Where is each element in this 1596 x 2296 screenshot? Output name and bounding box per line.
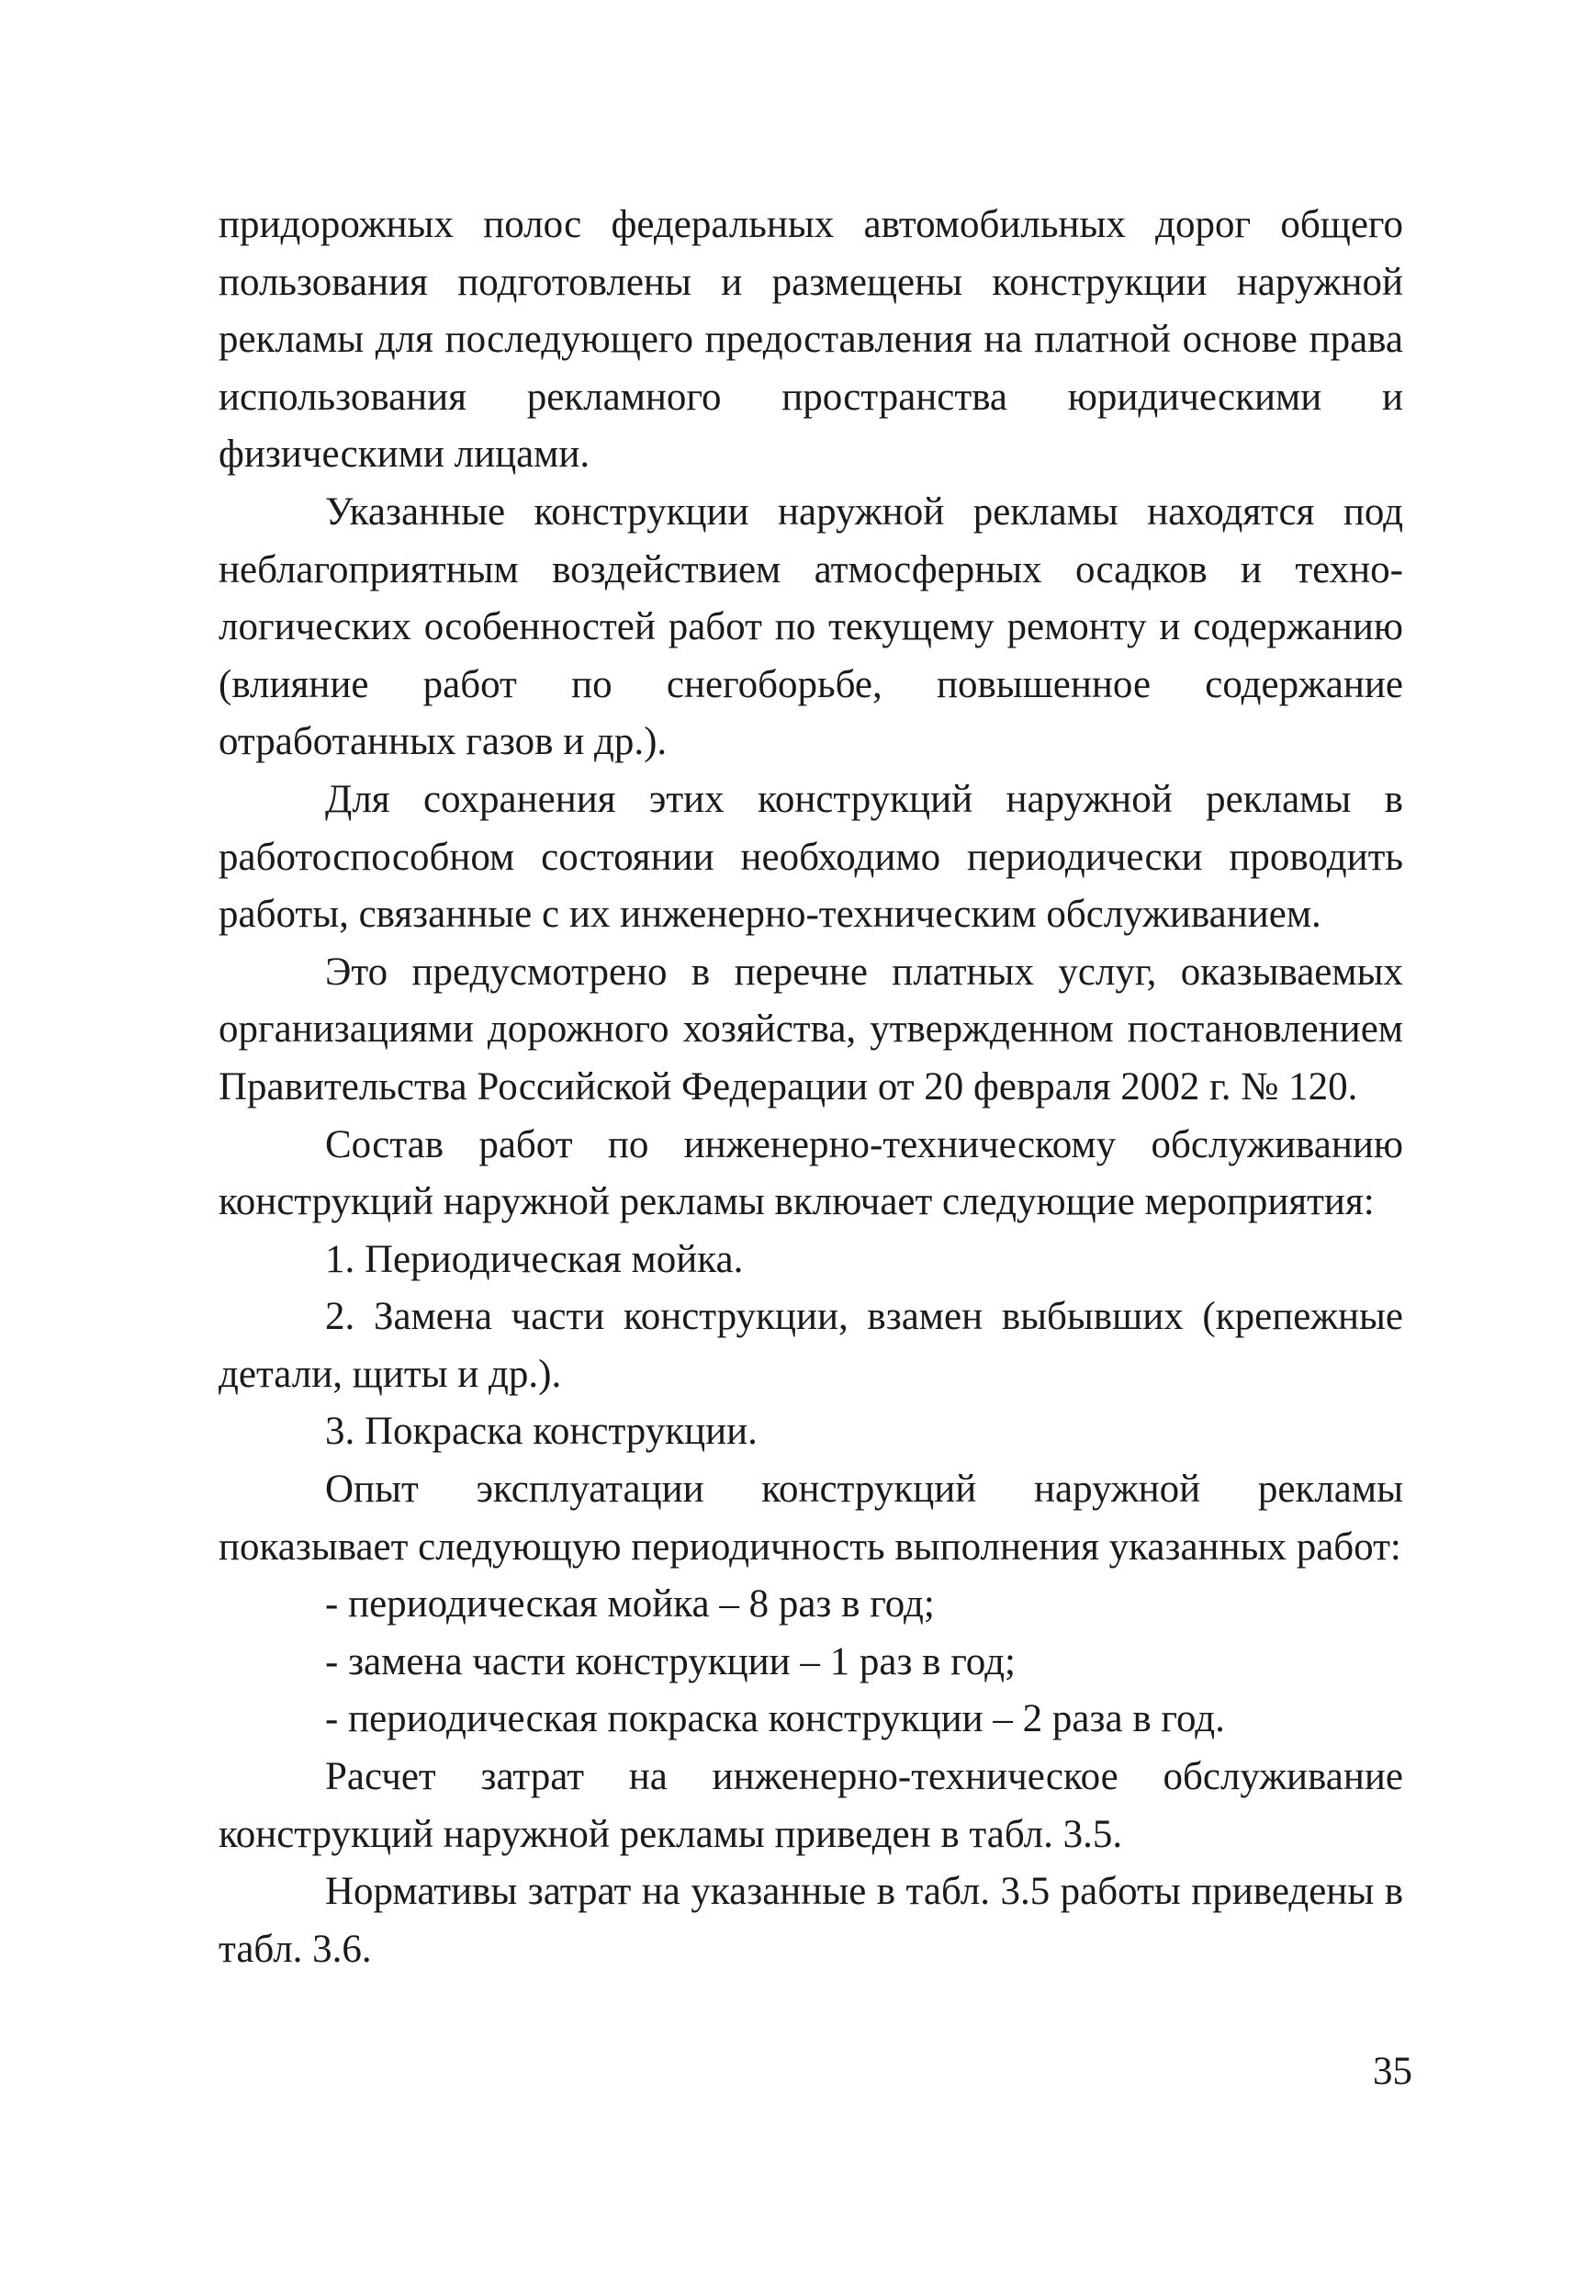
paragraph-maintenance-need: Для сохранения этих конструкций наружной рекламы в работоспособном состоянии необходимо периодически проводить работы, связанные с их инженерно-техническим обслуживанием. xyxy=(219,777,1403,937)
paragraph-weather-impact: Указанные конструкции наружной рекламы находятся под неблагоприятным воздействием атмосферных осадков и техно-логических особенностей работ по текущему ремонту и содержанию (влияние работ по снегоборьбе, повышенное содержание отработанных газов и др.). xyxy=(219,490,1403,764)
paragraph-operating-experience: Опыт эксплуатации конструкций наружной рекламы показывает следующую периодичность выполнения указанных работ: xyxy=(219,1468,1403,1569)
frequency-replacement: - замена части конструкции – 1 раз в год; xyxy=(325,1639,1016,1683)
list-item-painting: 3. Покраска конструкции. xyxy=(325,1410,758,1454)
paragraph-roadside-strips: придорожных полос федеральных автомобильных дорог общего пользования подготовлены и размещены конструкции наружной рекламы для последующего предоставления на платной основе права использования рекламного пространства юридическими и физическими лицами. xyxy=(219,203,1403,477)
list-item-washing: 1. Периодическая мойка. xyxy=(325,1237,744,1281)
list-item-replacement: 2. Замена части конструкции, взамен выбывших (крепежные детали, щиты и др.). xyxy=(219,1295,1403,1396)
paragraph-cost-norms: Нормативы затрат на указанные в табл. 3.5 работы приведены в табл. 3.6. xyxy=(219,1870,1403,1971)
body-text xyxy=(219,197,1403,1978)
frequency-painting: - периодическая покраска конструкции – 2 раза в год. xyxy=(325,1697,1225,1741)
paragraph-cost-calculation: Расчет затрат на инженерно-техническое обслуживание конструкций наружной рекламы приведен в табл. 3.5. xyxy=(219,1755,1403,1856)
paragraph-paid-services: Это предусмотрено в перечне платных услуг, оказываемых организациями дорожного хозяйства, утвержденном постановлением Правительства Российской Федерации от 20 февраля 2002 г. № 120. xyxy=(219,950,1403,1109)
paragraph-works-composition: Состав работ по инженерно-техническому обслуживанию конструкций наружной рекламы включает следующие мероприятия: xyxy=(219,1122,1403,1224)
page-number: 35 xyxy=(1373,2050,1412,2093)
frequency-washing: - периодическая мойка – 8 раз в год; xyxy=(325,1582,935,1626)
